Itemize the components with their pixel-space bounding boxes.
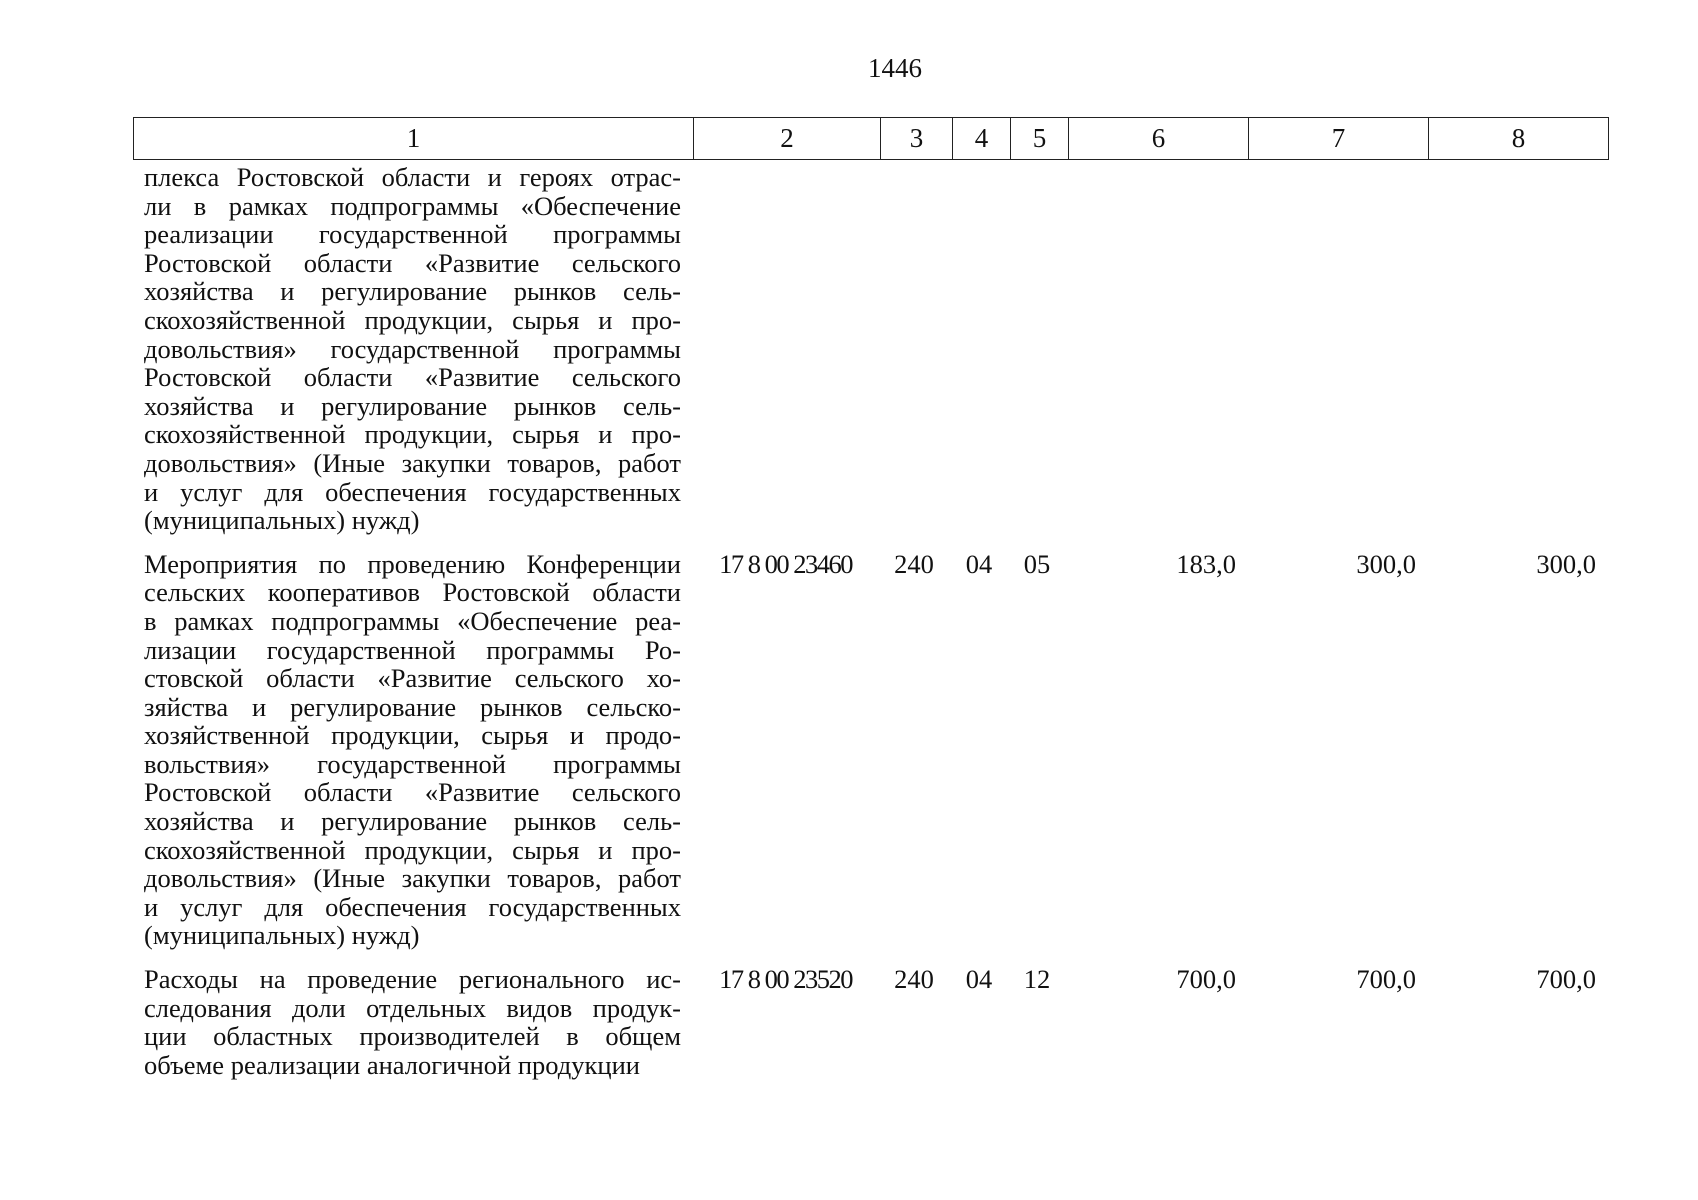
column-header: 1: [134, 118, 694, 160]
description-line: и услуг для обеспечения государственных: [144, 891, 681, 922]
description-line: довольствия» (Иные закупки товаров, работ: [144, 863, 681, 894]
description-line: ции областных производителей в общем: [144, 1021, 681, 1052]
description-line: Ростовской области «Развитие сельского: [144, 777, 681, 808]
description-line: Мероприятия по проведению Конференции: [144, 548, 681, 579]
row-description: [144, 163, 681, 535]
description-line: Ростовской области «Развитие сельского: [144, 247, 681, 278]
description-line: хозяйства и регулирование рынков сель-: [144, 806, 681, 837]
description-line: зяйства и регулирование рынков сельско-: [144, 691, 681, 722]
description-line: довольствия» (Иные закупки товаров, работ: [144, 447, 681, 478]
table-body: [133, 163, 1603, 1079]
description-line: (муниципальных) нужд): [144, 505, 420, 536]
amount-col8: 700,0: [1536, 964, 1596, 995]
amount-col7: 700,0: [1356, 964, 1416, 995]
description-line: плекса Ростовской области и героях отрас-: [144, 162, 681, 192]
column-header: 3: [881, 118, 953, 160]
description-line: скохозяйственной продукции, сырья и про-: [144, 834, 681, 865]
description-line: реализации государственной программы: [144, 219, 681, 250]
description-line: Расходы на проведение регионального ис-: [144, 964, 681, 995]
column-header: 5: [1011, 118, 1069, 160]
description-line: довольствия» государственной программы: [144, 333, 681, 364]
subsection-code: 12: [1023, 964, 1051, 995]
description-line: хозяйства и регулирование рынков сель-: [144, 390, 681, 421]
table-row: [133, 163, 1603, 535]
amount-col6: 700,0: [1176, 964, 1236, 995]
column-header: 4: [953, 118, 1011, 160]
page-number: 1446: [868, 53, 922, 83]
column-header: 7: [1249, 118, 1429, 160]
description-line: и услуг для обеспечения государственных: [144, 476, 681, 507]
description-line: вольствия» государственной программы: [144, 748, 681, 779]
description-line: сельских кооперативов Ростовской области: [144, 577, 681, 608]
description-line: стовской области «Развитие сельского хо-: [144, 663, 681, 694]
column-header-row: [134, 118, 1609, 160]
column-header: 6: [1069, 118, 1249, 160]
description-line: хозяйства и регулирование рынков сель-: [144, 276, 681, 307]
amount-col6: 183,0: [1176, 548, 1236, 579]
subsection-code: 05: [1023, 548, 1051, 579]
description-line: ли в рамках подпрограммы «Обеспечение: [144, 190, 681, 221]
description-line: Ростовской области «Развитие сельского: [144, 362, 681, 393]
description-line: лизации государственной программы Ро-: [144, 634, 681, 665]
row-description: [144, 550, 681, 950]
section-code: 04: [965, 548, 993, 579]
table-row: [133, 550, 1603, 950]
description-line: объеме реализации аналогичной продукции: [144, 1049, 640, 1080]
section-code: 04: [965, 964, 993, 995]
amount-col8: 300,0: [1536, 548, 1596, 579]
expense-type: 240: [894, 548, 934, 579]
table-row: [133, 965, 1603, 1079]
row-description: [144, 965, 681, 1079]
description-line: скохозяйственной продукции, сырья и про-: [144, 304, 681, 335]
description-line: хозяйственной продукции, сырья и продо-: [144, 720, 681, 751]
column-header: 8: [1429, 118, 1609, 160]
description-line: в рамках подпрограммы «Обеспечение реа-: [144, 605, 681, 636]
column-header: 2: [694, 118, 881, 160]
description-line: (муниципальных) нужд): [144, 920, 420, 951]
description-line: следования доли отдельных видов продук-: [144, 992, 681, 1023]
target-code: 17 8 00 23520: [719, 964, 852, 995]
amount-col7: 300,0: [1356, 548, 1416, 579]
column-header-table: [133, 117, 1609, 160]
expense-type: 240: [894, 964, 934, 995]
description-line: скохозяйственной продукции, сырья и про-: [144, 419, 681, 450]
target-code: 17 8 00 23460: [719, 548, 852, 579]
